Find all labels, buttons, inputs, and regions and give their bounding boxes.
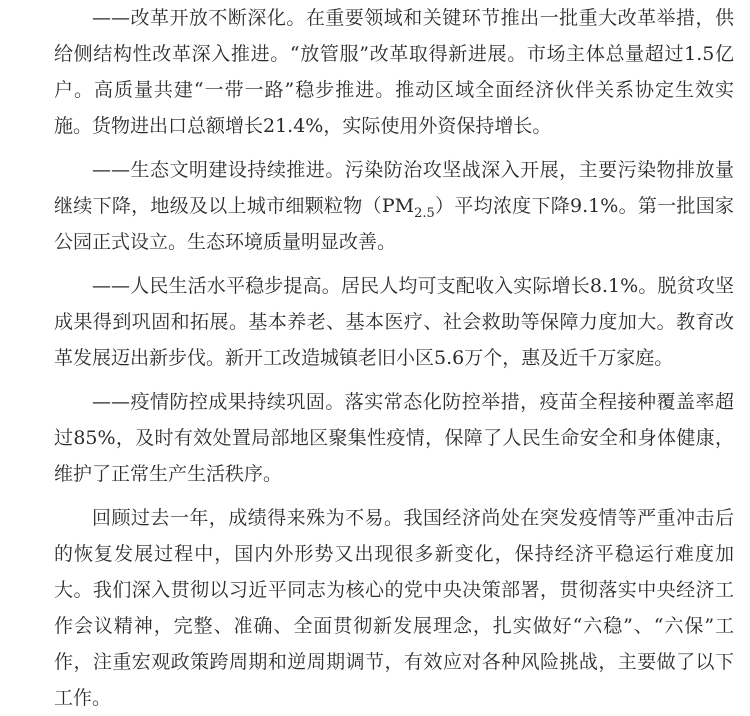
paragraph-text: ——疫情防控成果持续巩固。落实常态化防控举措，疫苗全程接种覆盖率超过85%，及时有效处置局部地区聚集性疫情，保障了人民生命安全和身体健康，维护了正常生产生活秩序。 xyxy=(54,391,734,485)
paragraph-text-after: ）平均浓度下降9.1%。第一批国家公园正式设立。生态环境质量明显改善。 xyxy=(54,195,734,253)
article-body xyxy=(54,0,734,716)
paragraph-reform-opening xyxy=(54,0,734,144)
paragraph-epidemic xyxy=(54,384,734,492)
paragraph-text: 回顾过去一年，成绩得来殊为不易。我国经济尚处在突发疫情等严重冲击后的恢复发展过程中，国内外形势又出现很多新变化，保持经济平稳运行难度加大。我们深入贯彻以习近平同志为核心的党中央决策部署，贯彻落实中央经济工作会议精神，完整、准确、全面贯彻新发展理念，扎实做好“六稳”、“六保”工作，注重宏观政策跨周期和逆周期调节，有效应对各种风险挑战，主要做了以下工作。 xyxy=(54,507,734,709)
pm-subscript: 2.5 xyxy=(414,206,435,221)
paragraph-text: ——人民生活水平稳步提高。居民人均可支配收入实际增长8.1%。脱贫攻坚成果得到巩固和拓展。基本养老、基本医疗、社会救助等保障力度加大。教育改革发展迈出新步伐。新开工改造城镇老旧小区5.6万个，惠及近千万家庭。 xyxy=(54,275,734,369)
paragraph-review xyxy=(54,500,734,716)
paragraph-livelihood xyxy=(54,268,734,376)
paragraph-ecology xyxy=(54,152,734,260)
paragraph-text: ——改革开放不断深化。在重要领域和关键环节推出一批重大改革举措，供给侧结构性改革深入推进。“放管服”改革取得新进展。市场主体总量超过1.5亿户。高质量共建“一带一路”稳步推进。推动区域全面经济伙伴关系协定生效实施。货物进出口总额增长21.4%，实际使用外资保持增长。 xyxy=(54,7,734,137)
paragraph-text-before: ——生态文明建设持续推进。污染防治攻坚战深入开展，主要污染物排放量继续下降，地级及以上城市细颗粒物（PM xyxy=(54,159,734,217)
